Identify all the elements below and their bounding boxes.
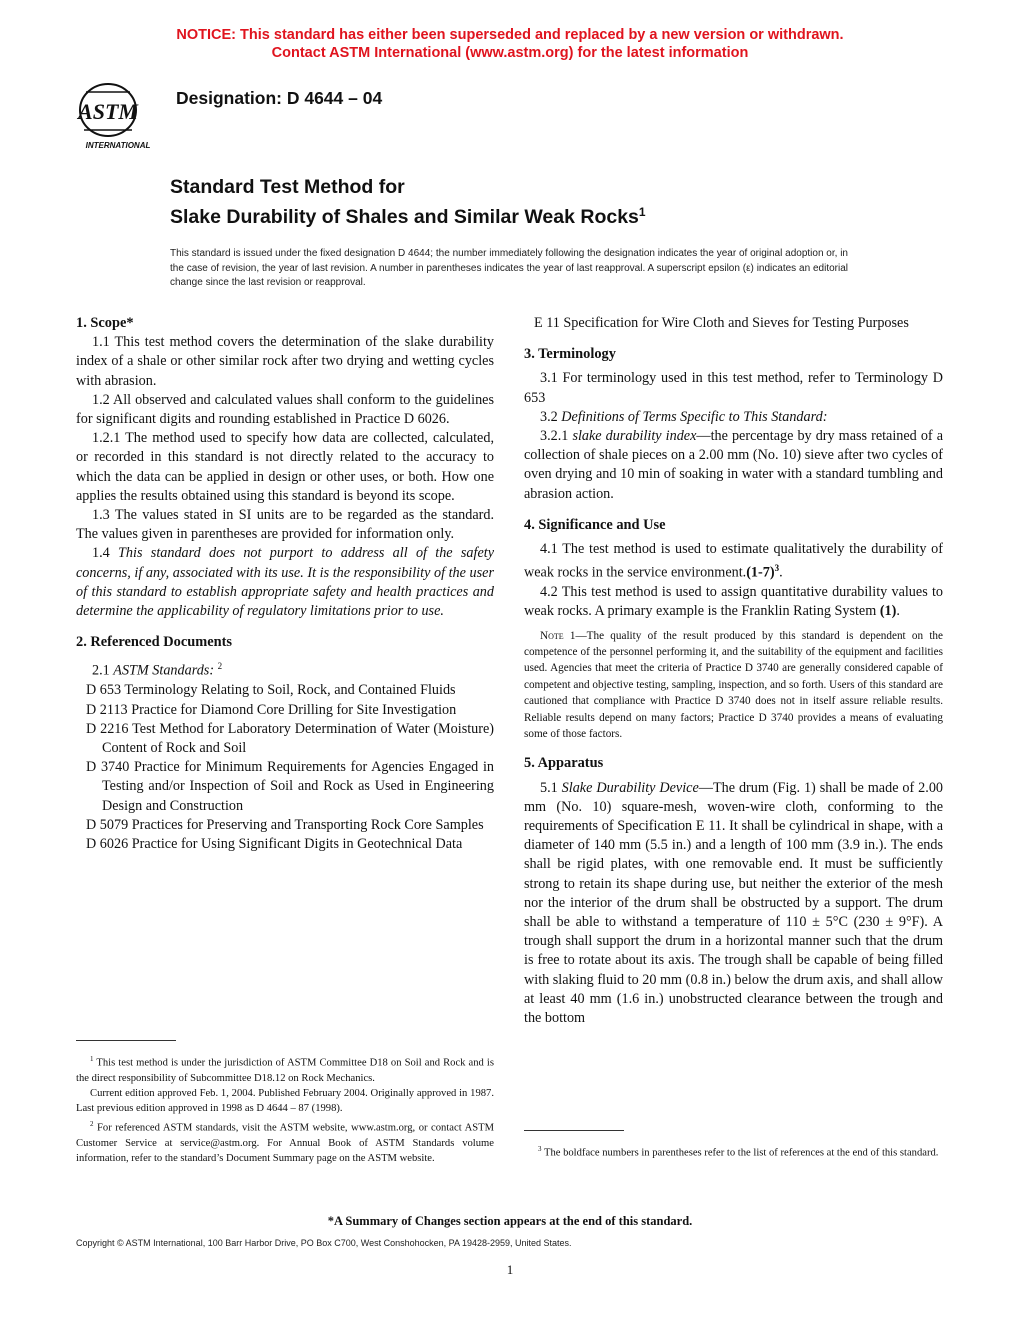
footnotes-right: [524, 1142, 943, 1161]
copyright: Copyright © ASTM International, 100 Barr Harbor Drive, PO Box C700, West Conshohocken, PA 19428-2959, United States.: [76, 1238, 572, 1248]
reference-item: D 2216 Test Method for Laboratory Determination of Water (Moisture) Content of Rock and Soil: [86, 720, 494, 756]
issued-note: This standard is issued under the fixed designation D 4644; the number immediately following the designation indicates the year of original adoption or, in the case of revision, the year of last revision. A number in parentheses indicates the year of last reapproval. A superscript epsilon (ε) indicates an editorial change since the last revision or reapproval.: [170, 248, 848, 288]
footnote-2: $^2$ For referenced ASTM standards, visit the ASTM website, www.astm.org, or contact ASTM Customer Service at service@astm.org. For Annual Book of ASTM Standards volume information, refer to the standard’s Document Summary page on the ASTM website.: [76, 1119, 494, 1164]
notice-line-2: Contact ASTM International (www.astm.org) for the latest information: [271, 45, 749, 61]
reference-item-continued: E 11 Specification for Wire Cloth and Sieves for Testing Purposes: [534, 315, 909, 331]
page-number: 1: [506, 1262, 514, 1277]
designation: Designation: D 4644 – 04: [176, 88, 383, 108]
para-4-2: 4.2 This test method is used to assign quantitative durability values to weak rocks. A primary example is the Franklin Rating System (1).: [524, 584, 943, 620]
para-5-1: 5.1 Slake Durability Device—The drum (Fig. 1) shall be made of 2.00 mm (No. 10) square-mesh, woven-wire cloth, conforming to the requirements of Specification E 11. It shall be cylindrical in shape, with a diameter of 140 mm (5.5 in.) and a length of 100 mm (3.9 in.). The ends shall be rigid plates, with one removable end. It must be sufficiently strong to retain its shape during use, but neither the exterior of the mesh nor the interior of the drum shall be obstructed by a support. The drum shall be able to withstand a temperature of 110 ± 5°C (230 ± 9°F). A trough shall support the drum in a horizontal manner such that the drum is free to rotate about its axis. The trough shall be capable of being filled with slaking fluid to 20 mm (0.8 in.) below the drum axis, and shall allow at least 40 mm (1.6 in.) unobstructed clearance between the trough and the bottom: [524, 779, 944, 1027]
reference-item: D 653 Terminology Relating to Soil, Rock, and Contained Fluids: [86, 682, 456, 699]
section-heading-terminology: 3. Terminology: [524, 346, 616, 363]
footnote-rule-left: [76, 1040, 176, 1041]
note-1: Note 1—The quality of the result produced by this standard is dependent on the competence of the personnel performing it, and the suitability of the equipment and facilities used. Agencies that meet the criteria of Practice D 3740 are generally considered capable of competent and objective testing, sampling, inspection, and so forth. Users of this standard are cautioned that compliance with Practice D 3740 does not in itself assure reliable results. Reliable results depend on many factors; Practice D 3740 provides a means of evaluating some of those factors.: [524, 629, 943, 741]
document-title: [170, 175, 646, 230]
summary-of-changes-note: *A Summary of Changes section appears at the end of this standard.: [327, 1214, 693, 1228]
para-1-2-1: 1.2.1 The method used to specify how data are collected, calculated, or recorded in this standard is not directly related to the accuracy to which the data can be applied in design or other uses, or both. How one applies the results obtained using this standard is beyond its scope.: [76, 430, 494, 504]
para-1-2: 1.2 All observed and calculated values shall conform to the guidelines for significant digits and rounding established in Practice D 6026.: [76, 391, 494, 428]
para-3-2: 3.2 Definitions of Terms Specific to This Standard:: [540, 408, 828, 425]
para-1-3: 1.3 The values stated in SI units are to be regarded as the standard. The values given in parentheses are provided for information only.: [76, 507, 494, 543]
title-line-2: Slake Durability of Shales and Similar Weak Rocks$^1$: [170, 205, 646, 228]
para-3-1: 3.1 For terminology used in this test method, refer to Terminology D 653: [524, 370, 943, 406]
reference-item: D 3740 Practice for Minimum Requirements for Agencies Engaged in Testing and/or Inspection of Soil and Rock as Used in Engineering Design and Construction: [86, 759, 494, 814]
title-line-1: Standard Test Method for: [170, 176, 405, 198]
notice-line-1: NOTICE: This standard has either been superseded and replaced by a new version or withdrawn.: [176, 27, 844, 43]
footnote-1b: Current edition approved Feb. 1, 2004. Published February 2004. Originally approved in 1987. Last previous edition approved in 1998 as D 4644 – 87 (1998).: [76, 1088, 494, 1115]
section-heading-scope: 1. Scope*: [76, 315, 134, 331]
section-heading-references: 2. Referenced Documents: [76, 634, 232, 651]
supersession-notice: [0, 26, 1020, 62]
logo-letters: ASTM: [78, 99, 138, 124]
footnotes-left: [76, 1052, 494, 1166]
section-heading-significance: 4. Significance and Use: [524, 516, 666, 533]
reference-item: D 6026 Practice for Using Significant Digits in Geotechnical Data: [86, 836, 463, 853]
footnote-1: $^1$ This test method is under the jurisdiction of ASTM Committee D18 on Soil and Rock and is the direct responsibility of Subcommittee D18.12 on Rock Mechanics.: [76, 1055, 494, 1084]
logo-sub: INTERNATIONAL: [85, 141, 151, 150]
astm-logo-icon: [76, 80, 160, 150]
right-column: [524, 314, 943, 1028]
reference-item: D 2113 Practice for Diamond Core Drilling for Site Investigation: [86, 701, 457, 718]
section-heading-apparatus: 5. Apparatus: [524, 755, 604, 772]
left-column: [76, 314, 494, 854]
footnote-rule-right: [524, 1130, 624, 1131]
para-1-4: 1.4 This standard does not purport to address all of the safety concerns, if any, associated with its use. It is the responsibility of the user of this standard to establish appropriate safety and health practices and determine the applicability of regulatory limitations prior to use.: [76, 545, 494, 620]
reference-item: D 5079 Practices for Preserving and Transporting Rock Core Samples: [86, 816, 484, 833]
footnote-3: $^3$ The boldface numbers in parentheses refer to the list of references at the end of this standard.: [538, 1145, 939, 1159]
para-1-1: 1.1 This test method covers the determination of the slake durability index of a shale or other similar rock after two drying and wetting cycles with abrasion.: [76, 334, 494, 389]
para-4-1: 4.1 The test method is used to estimate qualitatively the durability of weak rocks in the service $environment.(1-7)^3$.: [524, 541, 943, 581]
para-2-1: 2.1 ASTM Standards: $^2$: [92, 661, 223, 680]
para-3-2-1: 3.2.1 slake durability index—the percentage by dry mass retained of a collection of shale pieces on a 2.00 mm (No. 10) sieve after two cycles of oven drying and 10 min of soaking in water with a standard tumbling and abrasion action.: [524, 428, 944, 502]
